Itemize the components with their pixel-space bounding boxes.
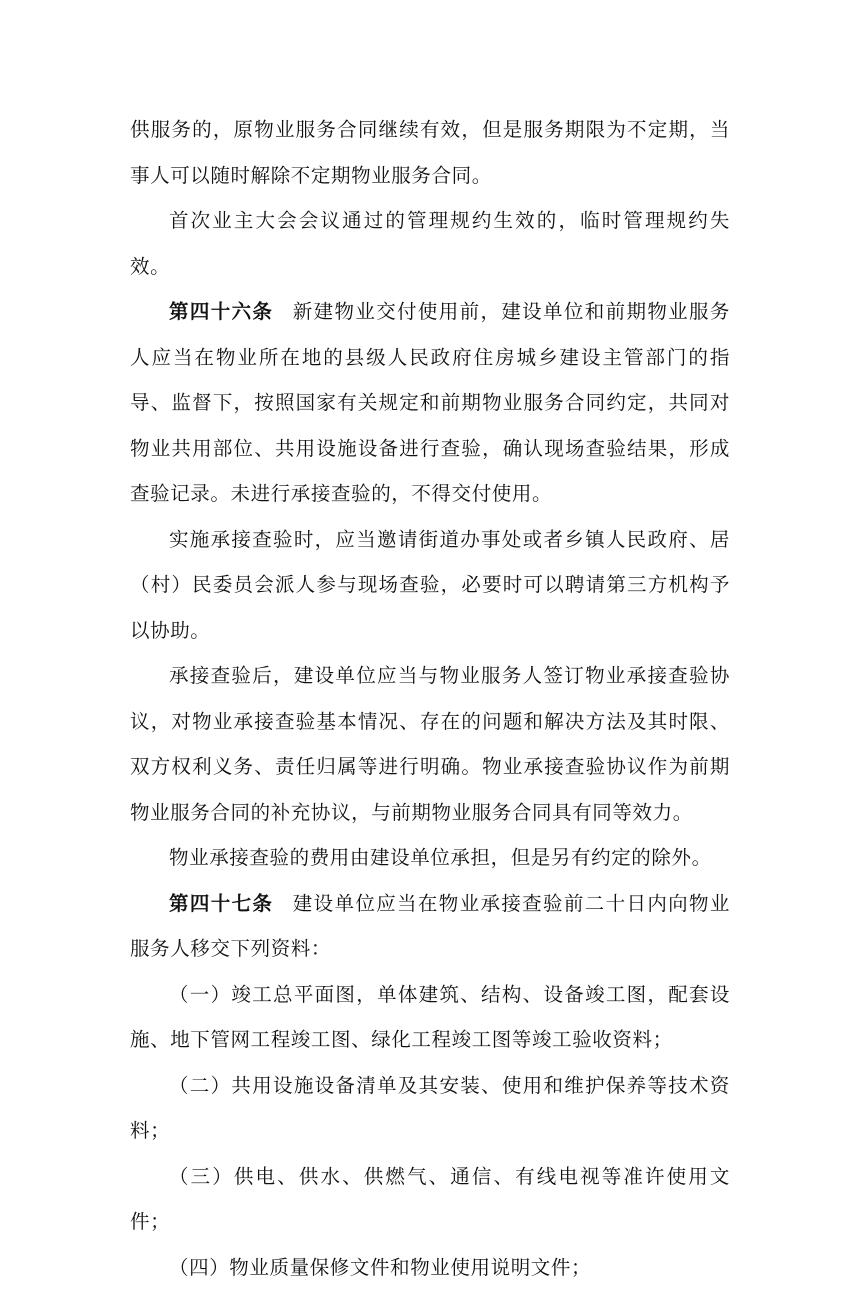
paragraph-text: 承接查验后，建设单位应当与物业服务人签订物业承接查验协议，对物业承接查验基本情况、存在的问题和解决方法及其时限、双方权利义务、责任归属等进行明确。物业承接查验协议作为前期物业服务合同的补充协议，与前期物业服务合同具有同等效力。	[130, 664, 730, 824]
article-47	[130, 881, 730, 972]
paragraph-text: 新建物业交付使用前，建设单位和前期物业服务人应当在物业所在地的县级人民政府住房城乡建设主管部门的指导、监督下，按照国家有关规定和前期物业服务合同约定，共同对物业共用部位、共用设施设备进行查验，确认现场查验结果，形成查验记录。未进行承接查验的，不得交付使用。	[130, 300, 730, 505]
paragraph-2	[130, 198, 730, 289]
paragraph-text: 供服务的，原物业服务合同继续有效，但是服务期限为不定期，当事人可以随时解除不定期物业服务合同。	[130, 118, 730, 187]
paragraph-4	[130, 517, 730, 654]
paragraph-text: （三）供电、供水、供燃气、通信、有线电视等准许使用文件；	[130, 1165, 730, 1234]
paragraph-text: 物业承接查验的费用由建设单位承担，但是另有约定的除外。	[169, 846, 712, 869]
list-item-4	[130, 1245, 730, 1290]
paragraph-text: （四）物业质量保修文件和物业使用说明文件；	[169, 1256, 591, 1279]
article-46	[130, 289, 730, 517]
list-item-1	[130, 972, 730, 1063]
article-number: 第四十七条	[169, 892, 273, 915]
paragraph-5	[130, 653, 730, 835]
list-item-2	[130, 1063, 730, 1154]
paragraph-text: 建设单位应当在物业承接查验前二十日内向物业服务人移交下列资料：	[130, 892, 730, 961]
paragraph-text: 首次业主大会会议通过的管理规约生效的，临时管理规约失效。	[130, 209, 730, 278]
paragraph-1	[130, 107, 730, 198]
paragraph-text: （一）竣工总平面图，单体建筑、结构、设备竣工图，配套设施、地下管网工程竣工图、绿化工程竣工图等竣工验收资料；	[130, 983, 730, 1052]
list-item-3	[130, 1154, 730, 1245]
document-body	[130, 107, 730, 1290]
article-number: 第四十六条	[169, 300, 273, 323]
paragraph-text: 实施承接查验时，应当邀请街道办事处或者乡镇人民政府、居（村）民委员会派人参与现场查验，必要时可以聘请第三方机构予以协助。	[130, 528, 730, 642]
paragraph-text: （二）共用设施设备清单及其安装、使用和维护保养等技术资料；	[130, 1074, 730, 1143]
paragraph-6	[130, 835, 730, 881]
